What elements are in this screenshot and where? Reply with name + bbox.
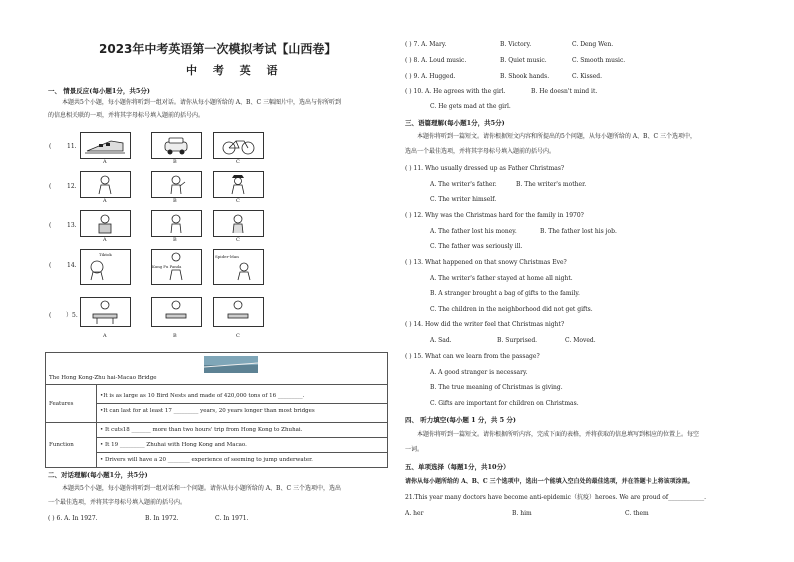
- section-3-instruction: 本题你将听到一篇短文。请你根据短文内容和所提出的5个问题，从每小题所给的 A、B、C 三个选项中，: [417, 133, 696, 140]
- picture-person-a: [80, 210, 131, 237]
- img-text-tiktok: Tiktok: [99, 252, 112, 257]
- question-6-option-c: C. In 1971.: [215, 515, 249, 522]
- label-c: C: [236, 159, 240, 165]
- section-4-instruction: 本题你将听到一篇短文。请你根据所听内容，完成下面的表格，并将获取的信息填写到相应的位置上。每空: [417, 431, 700, 438]
- section-2-instruction: 本题共5个小题，每小题你将听到一组对话和一个问题。请你从每小题所给的 A、B、C 三个选项中，选出: [62, 485, 341, 492]
- question-9-option-c: C. Kissed.: [572, 73, 603, 80]
- question-13-option-c: C. The children in the neighborhood did not get gifts.: [430, 306, 593, 313]
- question-13-option-b: B. A stranger brought a bag of gifts to the family.: [430, 290, 580, 297]
- section-1-heading: 一、 情景反应(每小题1分，共5分): [48, 87, 150, 95]
- question-8-option-b: B. Quiet music.: [500, 57, 547, 64]
- question-13-option-a: A. The writer's father stayed at home all night.: [430, 275, 573, 282]
- q-num-12: 12.: [67, 183, 77, 190]
- section-3-heading: 三、语篇理解(每小题1分，共5分): [405, 119, 505, 127]
- question-14-option-c: C. Moved.: [565, 337, 596, 344]
- function-line-3: • Drivers will have a 20 ________ experience of seeming to jump underwater.: [100, 457, 313, 463]
- label-c: C: [236, 198, 240, 204]
- paren-15: (: [49, 312, 52, 319]
- label-b: B: [173, 159, 177, 165]
- function-line-2: • It 19 _________ Zhuhai with Hong Kong and Macao.: [97, 438, 387, 453]
- picture-person-desk-c: [213, 297, 264, 327]
- question-21-option-a: A. her: [405, 510, 424, 517]
- section-2-heading: 二、对话理解(每小题1分，共5分): [48, 471, 148, 479]
- picture-person-a: [80, 171, 131, 198]
- section-2-instruction-2: 一个最佳选项，并将其字母标号填入题前的括号内。: [48, 499, 187, 506]
- question-7: ( ) 7. A. Mary.: [405, 41, 447, 48]
- label-b: B: [173, 237, 177, 243]
- label-a: A: [103, 237, 107, 243]
- question-7-option-c: C. Deng Wen.: [572, 41, 614, 48]
- question-7-option-b: B. Victory.: [500, 41, 532, 48]
- function-line-1: • It cuts18 _______ more than two hours' trip from Hong Kong to Zhuhai.: [97, 423, 387, 438]
- question-10: ( ) 10. A. He agrees with the girl.: [405, 88, 506, 95]
- section-4-heading: 四、 听力填空(每小题 1 分，共 5 分): [405, 416, 517, 424]
- question-6-option-b: B. In 1972.: [145, 515, 179, 522]
- paren-13: (: [49, 222, 52, 229]
- exam-subtitle: 中 考 英 语: [186, 64, 284, 77]
- picture-train: [80, 132, 131, 159]
- q-num-13: 13.: [67, 222, 77, 229]
- picture-person-desk-b: [151, 297, 202, 327]
- picture-bike: [213, 132, 264, 159]
- question-21-option-b: B. him: [512, 510, 532, 517]
- features-label: Features: [46, 385, 97, 423]
- features-cell: [97, 385, 388, 423]
- question-9-option-b: B. Shook hands.: [500, 73, 550, 80]
- picture-car: [151, 132, 202, 159]
- question-6: ( ) 6. A. In 1927.: [48, 515, 98, 522]
- question-12: ( ) 12. Why was the Christmas hard for the family in 1970?: [405, 212, 584, 219]
- question-12-option-b: B. The father lost his job.: [540, 228, 617, 235]
- exam-title: 2023年中考英语第一次模拟考试【山西卷】: [99, 42, 337, 56]
- function-label: Function: [46, 423, 97, 468]
- section-1-instruction: 本题共5个小题，每小题你将听到一组对话。请你从每小题所给的 A、B、C 三幅图片中，选出与你所听到: [62, 99, 341, 106]
- section-3-instruction-2: 选出一个最佳选项，并将其字母标号填入题前的括号内。: [405, 148, 556, 155]
- label-a: A: [103, 198, 107, 204]
- question-12-option-c: C. The father was seriously ill.: [430, 243, 523, 250]
- section-5-heading: 五、单项选择（每题1分，共10分）: [405, 463, 510, 471]
- question-15-option-c: C. Gifts are important for children on Christmas.: [430, 400, 579, 407]
- question-11: ( ) 11. Who usually dressed up as Father Christmas?: [405, 165, 565, 172]
- paren-11: (: [49, 143, 52, 150]
- feature-line-2: •It can last for at least 17 _________ years, 20 years longer than most bridges: [100, 407, 315, 414]
- paren-14: (: [49, 262, 52, 269]
- section-4-instruction-2: 一词。: [405, 446, 424, 453]
- question-14-option-b: B. Surprised.: [497, 337, 538, 344]
- question-13: ( ) 13. What happened on that snowy Christmas Eve?: [405, 259, 567, 266]
- picture-person-b: [151, 210, 202, 237]
- section-1-instruction-2: 的信息相关联的一项，并将其字母标号填入题前的括号内。: [48, 112, 205, 119]
- bridge-caption: The Hong Kong-Zhu hai-Macao Bridge: [49, 375, 157, 381]
- question-14: ( ) 14. How did the writer feel that Christmas night?: [405, 321, 565, 328]
- question-8-option-c: C. Smooth music.: [572, 57, 626, 64]
- question-9: ( ) 9. A. Hugged.: [405, 73, 456, 80]
- section-5-instruction: 请你从每小题所给的 A、B、C 三个选项中，选出一个能填入空白处的最佳选项，并在答题卡上将该项涂黑。: [405, 478, 694, 485]
- question-21-option-c: C. them: [625, 510, 649, 517]
- question-14-option-a: A. Sad.: [430, 337, 452, 344]
- question-15-option-b: B. The true meaning of Christmas is giving.: [430, 384, 563, 391]
- function-cell: [97, 423, 388, 468]
- label-b: B: [173, 333, 177, 339]
- picture-person-desk-a: [80, 297, 131, 327]
- picture-person-b: [151, 171, 202, 198]
- bridge-info-table: [45, 352, 388, 468]
- question-10-option-b: B. He doesn't mind it.: [531, 88, 598, 95]
- img-text-spider-man: Spider-Man: [215, 254, 239, 259]
- label-c: C: [236, 237, 240, 243]
- paren-12: (: [49, 183, 52, 190]
- question-10-option-c: C. He gets mad at the girl.: [430, 103, 511, 110]
- question-11-option-b: B. The writer's mother.: [516, 181, 587, 188]
- question-12-option-a: A. The father lost his money.: [430, 228, 517, 235]
- bridge-photo-icon: [204, 356, 258, 373]
- feature-line-1: •It is as large as 10 Bird Nests and made of 420,000 tons of 16 _________.: [97, 390, 387, 404]
- label-b: B: [173, 198, 177, 204]
- label-a: A: [103, 159, 107, 165]
- table-caption-cell: [46, 353, 388, 385]
- question-11-option-c: C. The writer himself.: [430, 196, 497, 203]
- question-8: ( ) 8. A. Loud music.: [405, 57, 467, 64]
- question-15-option-a: A. A good stranger is necessary.: [430, 369, 528, 376]
- picture-person-c: [213, 210, 264, 237]
- q-num-14: 14.: [67, 262, 77, 269]
- picture-person-c: [213, 171, 264, 198]
- q-num-11: 11.: [67, 143, 77, 150]
- img-text-kung-fu-panda: Kung Fu Panda: [152, 264, 182, 269]
- q-num-15: ）5.: [66, 312, 78, 319]
- question-11-option-a: A. The writer's father.: [430, 181, 497, 188]
- question-15: ( ) 15. What can we learn from the passage?: [405, 353, 540, 360]
- question-21: 21.This year many doctors have become anti-epidemic（抗疫）heroes. We are proud of____________.: [405, 494, 707, 501]
- label-c: C: [236, 333, 240, 339]
- label-a: A: [103, 333, 107, 339]
